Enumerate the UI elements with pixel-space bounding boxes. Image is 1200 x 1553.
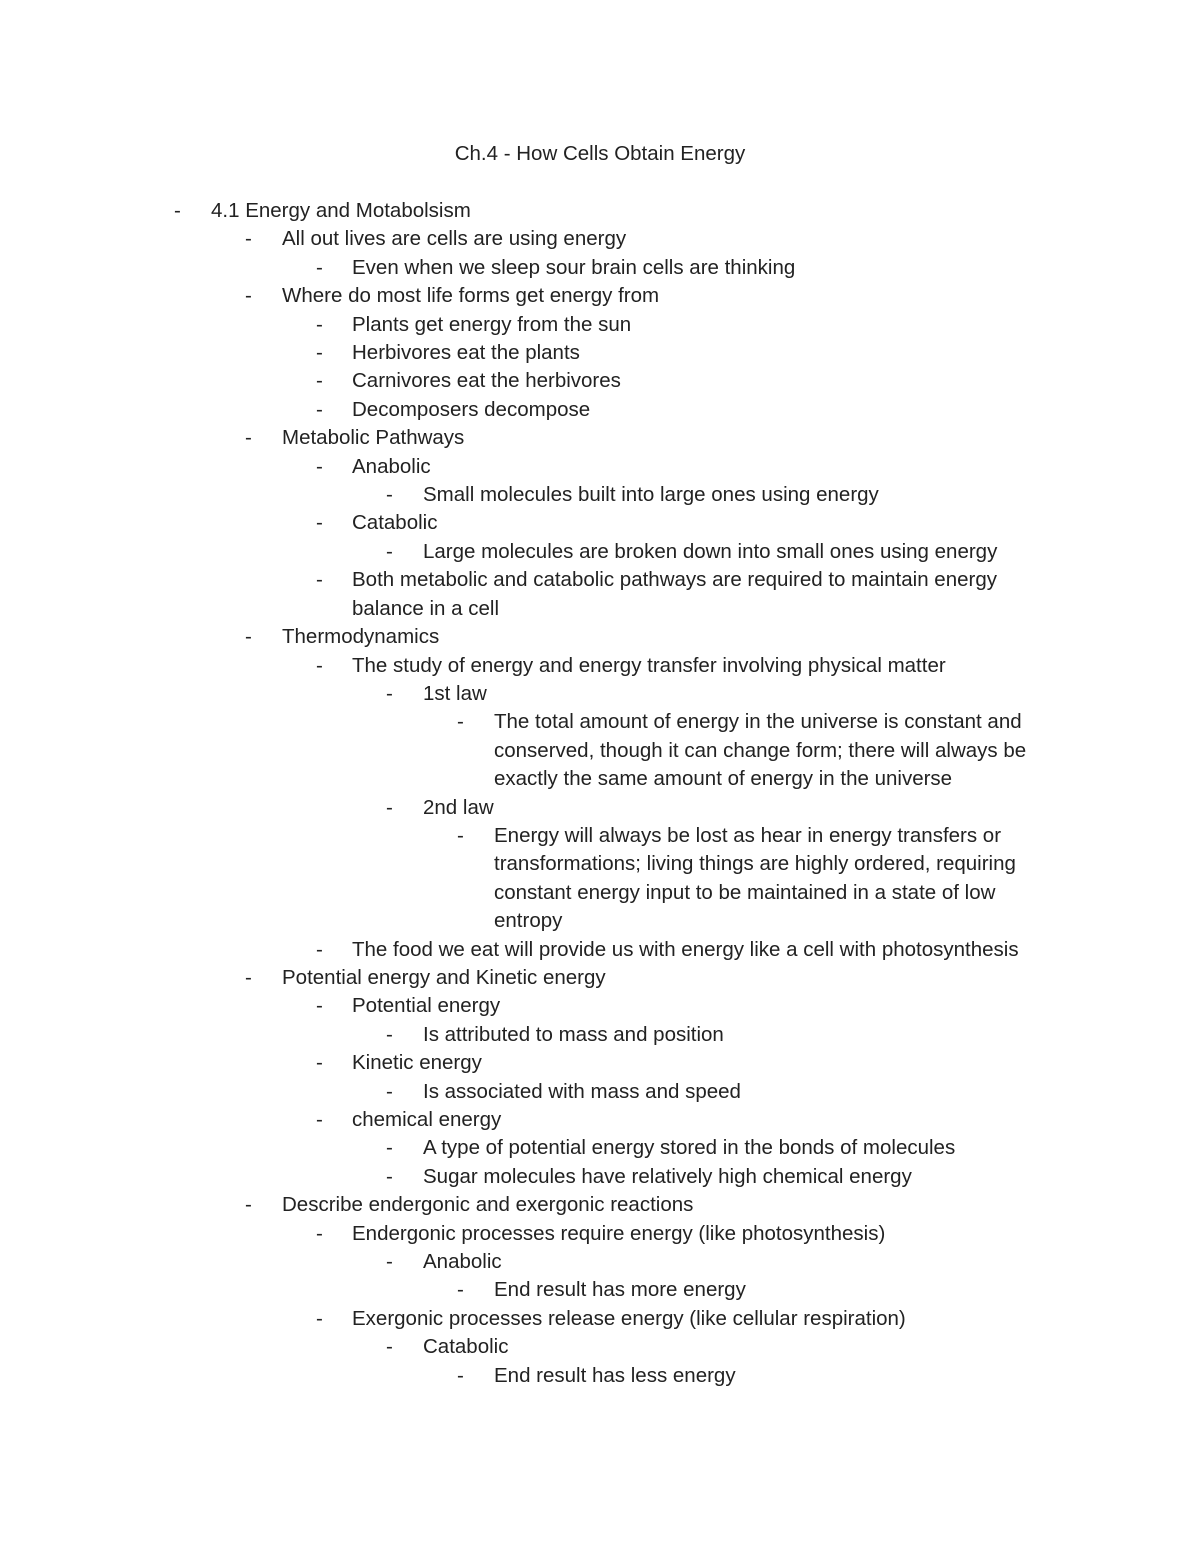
outline-item: [0, 1305, 1200, 1333]
bullet-dash: -: [316, 255, 323, 279]
outline-item: [0, 367, 1200, 395]
outline-item: [0, 396, 1200, 424]
outline-item: [0, 1106, 1200, 1134]
bullet-dash: -: [245, 284, 252, 308]
outline-item: [0, 1191, 1200, 1219]
bullet-dash: -: [245, 426, 252, 450]
outline-item-text: The study of energy and energy transfer involving physical matter: [352, 653, 946, 677]
outline-item: [0, 1163, 1200, 1191]
outline-item-text: Endergonic processes require energy (like photosynthesis): [352, 1221, 886, 1245]
bullet-dash: -: [316, 369, 323, 393]
outline-item: [0, 1220, 1200, 1248]
outline-item-text: Plants get energy from the sun: [352, 312, 632, 336]
outline-item-text: Is attributed to mass and position: [423, 1022, 724, 1046]
outline-item-text: 2nd law: [423, 795, 494, 819]
outline-item-text: Anabolic: [423, 1250, 502, 1274]
outline-item-text: End result has less energy: [494, 1363, 736, 1387]
outline-item-text: Decomposers decompose: [352, 397, 591, 421]
bullet-dash: -: [245, 625, 252, 649]
outline-item-text: Where do most life forms get energy from: [282, 284, 660, 308]
bullet-dash: -: [316, 511, 323, 535]
outline-item-text: Catabolic: [423, 1335, 509, 1359]
bullet-dash: -: [316, 653, 323, 677]
document-title: Ch.4 - How Cells Obtain Energy: [454, 142, 746, 165]
outline-item: [0, 708, 1200, 793]
outline-item: [0, 1134, 1200, 1162]
outline-item-text: Even when we sleep sour brain cells are thinking: [352, 255, 796, 279]
bullet-dash: -: [316, 341, 323, 365]
outline-item: [0, 225, 1200, 253]
bullet-dash: -: [316, 1306, 323, 1330]
outline-item: [0, 623, 1200, 651]
bullet-dash: -: [245, 227, 252, 251]
bullet-dash: -: [386, 1022, 393, 1046]
bullet-dash: -: [174, 199, 181, 222]
bullet-dash: -: [386, 681, 393, 705]
outline-item-text: Metabolic Pathways: [282, 426, 465, 450]
bullet-dash: -: [457, 1363, 464, 1387]
bullet-dash: -: [316, 937, 323, 961]
outline-item: [0, 680, 1200, 708]
outline-item: [0, 936, 1200, 964]
bullet-dash: -: [386, 539, 393, 563]
outline-item: [0, 1049, 1200, 1077]
outline-item: [0, 339, 1200, 367]
bullet-dash: -: [386, 1136, 393, 1160]
outline-item: [0, 282, 1200, 310]
outline-item-text: Potential energy and Kinetic energy: [282, 965, 606, 989]
outline-item-text: Sugar molecules have relatively high chemical energy: [423, 1164, 912, 1188]
outline-item: [0, 197, 1200, 225]
bullet-dash: -: [386, 1079, 393, 1103]
outline-item: [0, 566, 1200, 623]
outline-item-text: Small molecules built into large ones using energy: [423, 483, 879, 507]
bullet-dash: -: [316, 1051, 323, 1075]
outline-item: [0, 424, 1200, 452]
bullet-dash: -: [316, 1221, 323, 1245]
outline-item: [0, 1362, 1200, 1390]
outline-item-text: 4.1 Energy and Motabolsism: [211, 199, 471, 222]
outline-item: [0, 1333, 1200, 1361]
bullet-dash: -: [386, 483, 393, 507]
outline-item: [0, 538, 1200, 566]
outline-item-text: Energy will always be lost as hear in energy transfers or transformations; living things are highly ordered, requiring constant energy input to be maintained in a state of low entropy: [494, 823, 1016, 933]
bullet-dash: -: [316, 1108, 323, 1131]
bullet-dash: -: [316, 397, 323, 421]
outline-item: [0, 481, 1200, 509]
bullet-dash: -: [386, 1164, 393, 1188]
bullet-dash: -: [457, 710, 464, 734]
outline-item-text: All out lives are cells are using energy: [282, 227, 627, 251]
outline-item: [0, 992, 1200, 1020]
outline-item-text: Catabolic: [352, 511, 438, 535]
bullet-dash: -: [245, 965, 252, 989]
bullet-dash: -: [245, 1193, 252, 1217]
outline-item-text: The food we eat will provide us with energy like a cell with photosynthesis: [352, 937, 1019, 961]
outline-item-text: Thermodynamics: [282, 625, 440, 649]
outline-item-text: chemical energy: [352, 1108, 502, 1131]
outline-item: [0, 1021, 1200, 1049]
outline-item-text: Large molecules are broken down into small ones using energy: [423, 539, 998, 563]
outline-item: [0, 453, 1200, 481]
bullet-dash: -: [386, 1335, 393, 1359]
outline-item-text: Potential energy: [352, 994, 501, 1018]
outline-item: [0, 254, 1200, 282]
bullet-dash: -: [386, 795, 393, 819]
outline-item-text: 1st law: [423, 681, 487, 705]
outline-item-text: Carnivores eat the herbivores: [352, 369, 621, 393]
bullet-dash: -: [457, 1278, 464, 1302]
outline-item-text: Anabolic: [352, 454, 431, 478]
bullet-dash: -: [316, 994, 323, 1018]
outline-item-text: Exergonic processes release energy (like cellular respiration): [352, 1306, 906, 1330]
bullet-dash: -: [386, 1250, 393, 1274]
outline-item: [0, 1276, 1200, 1304]
outline-item: [0, 822, 1200, 936]
outline-item-text: Kinetic energy: [352, 1051, 482, 1075]
outline-item: [0, 964, 1200, 992]
bullet-dash: -: [316, 454, 323, 478]
outline-item: [0, 652, 1200, 680]
outline-item-text: Is associated with mass and speed: [423, 1079, 741, 1103]
bullet-dash: -: [316, 312, 323, 336]
outline-item-text: End result has more energy: [494, 1278, 746, 1302]
outline-item-text: A type of potential energy stored in the bonds of molecules: [423, 1136, 956, 1160]
outline-item: [0, 1248, 1200, 1276]
bullet-dash: -: [316, 568, 323, 592]
outline-item-text: The total amount of energy in the universe is constant and conserved, though it can change form; there will always be exactly the same amount of energy in the universe: [494, 710, 1027, 791]
outline-item-text: Describe endergonic and exergonic reactions: [282, 1193, 694, 1217]
outline-item-text: Both metabolic and catabolic pathways are required to maintain energy balance in a cell: [352, 568, 997, 620]
bullet-outline: [0, 197, 1200, 1390]
outline-item: [0, 794, 1200, 822]
outline-item: [0, 1078, 1200, 1106]
bullet-dash: -: [457, 823, 464, 847]
outline-item: [0, 509, 1200, 537]
outline-item-text: Herbivores eat the plants: [352, 341, 580, 365]
outline-item: [0, 311, 1200, 339]
